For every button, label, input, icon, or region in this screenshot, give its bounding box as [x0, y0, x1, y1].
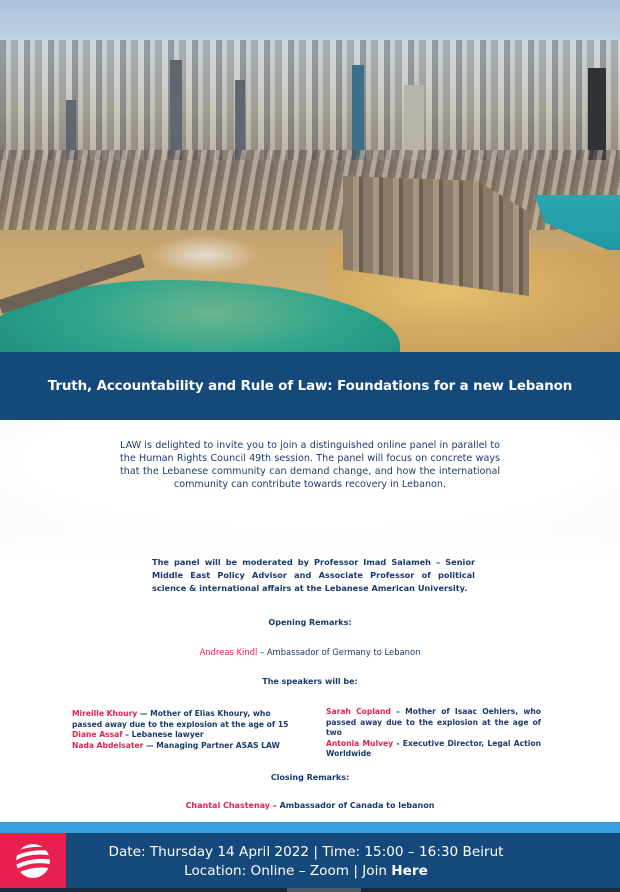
speaker-entry	[326, 707, 541, 739]
speaker-role: - Executive Director, Legal Action Worldwide	[326, 738, 541, 758]
speaker-entry	[72, 709, 292, 730]
speaker-entry	[72, 741, 292, 752]
speakers-left-column	[72, 709, 292, 751]
speaker-role: — Managing Partner ASAS LAW	[143, 740, 280, 750]
speaker-role: – Ambassador of Canada to lebanon	[270, 801, 435, 810]
opening-remarks-heading: Opening Remarks:	[268, 618, 352, 627]
opening-speaker	[0, 647, 620, 657]
bottom-scrollbar[interactable]	[0, 888, 620, 892]
event-details	[0, 420, 620, 822]
speaker-role: – Lebanese lawyer	[122, 730, 204, 739]
closing-remarks-heading: Closing Remarks:	[270, 773, 350, 782]
date-time-line: Date: Thursday 14 April 2022 | Time: 15:00 – 16:30 Beirut	[108, 844, 504, 860]
striped-globe-icon	[14, 842, 52, 880]
location-line	[66, 862, 546, 881]
city-skyline	[0, 40, 620, 160]
speaker-entry	[326, 739, 541, 760]
speakers-right-column	[326, 707, 541, 760]
speaker-role: – Ambassador of Germany to Lebanon	[257, 647, 421, 657]
law-logo	[0, 833, 66, 888]
speaker-name: Diane Assaf	[72, 730, 123, 739]
speaker-name: Mireille Khoury	[72, 709, 138, 718]
skyscraper	[352, 65, 364, 160]
speaker-name: Chantal Chastenay	[185, 801, 271, 810]
title-band	[0, 352, 620, 420]
skyscraper	[404, 85, 424, 160]
moderator-paragraph: The panel will be moderated by Professor Imad Salameh – Senior Middle East Policy Advisor and Associate Professor of political science & international affairs at the Lebanese American University.	[152, 557, 475, 593]
location-text: Location: Online – Zoom | Join	[184, 863, 392, 879]
skyscraper	[170, 60, 182, 160]
join-here-link[interactable]: Here	[391, 863, 428, 879]
footer-accent-stripe	[0, 822, 620, 833]
skyscraper	[588, 68, 606, 160]
hero-photo	[0, 0, 620, 352]
speaker-name: Andreas Kindl	[199, 647, 258, 657]
smoke	[150, 235, 260, 275]
event-title: Truth, Accountability and Rule of Law: Foundations for a new Lebanon	[47, 378, 573, 394]
closing-speaker	[0, 801, 620, 810]
speaker-role: — Mother of Elias Khoury, who passed away due to the explosion at the age of 15	[72, 709, 289, 729]
speaker-role: – Mother of Isaac Oehlers, who passed away due to the explosion at the age of two	[326, 707, 541, 737]
intro-paragraph: LAW is delighted to invite you to join a distinguished online panel in parallel to the Human Rights Council 49th session. The panel will focus on concrete ways that the Lebanese community can demand change, and how the international community can contribute towards recovery in Lebanon.	[120, 440, 500, 490]
speaker-entry	[72, 730, 292, 741]
event-logistics	[66, 843, 546, 881]
speaker-name: Nada Abdelsater	[72, 740, 144, 750]
footer-bar	[0, 833, 620, 888]
speaker-name: Antonia Mulvey	[326, 738, 394, 748]
skyscraper	[235, 80, 245, 160]
speakers-heading: The speakers will be:	[262, 677, 358, 686]
speaker-name: Sarah Copland	[326, 707, 391, 716]
scrollbar-thumb[interactable]	[287, 888, 361, 892]
